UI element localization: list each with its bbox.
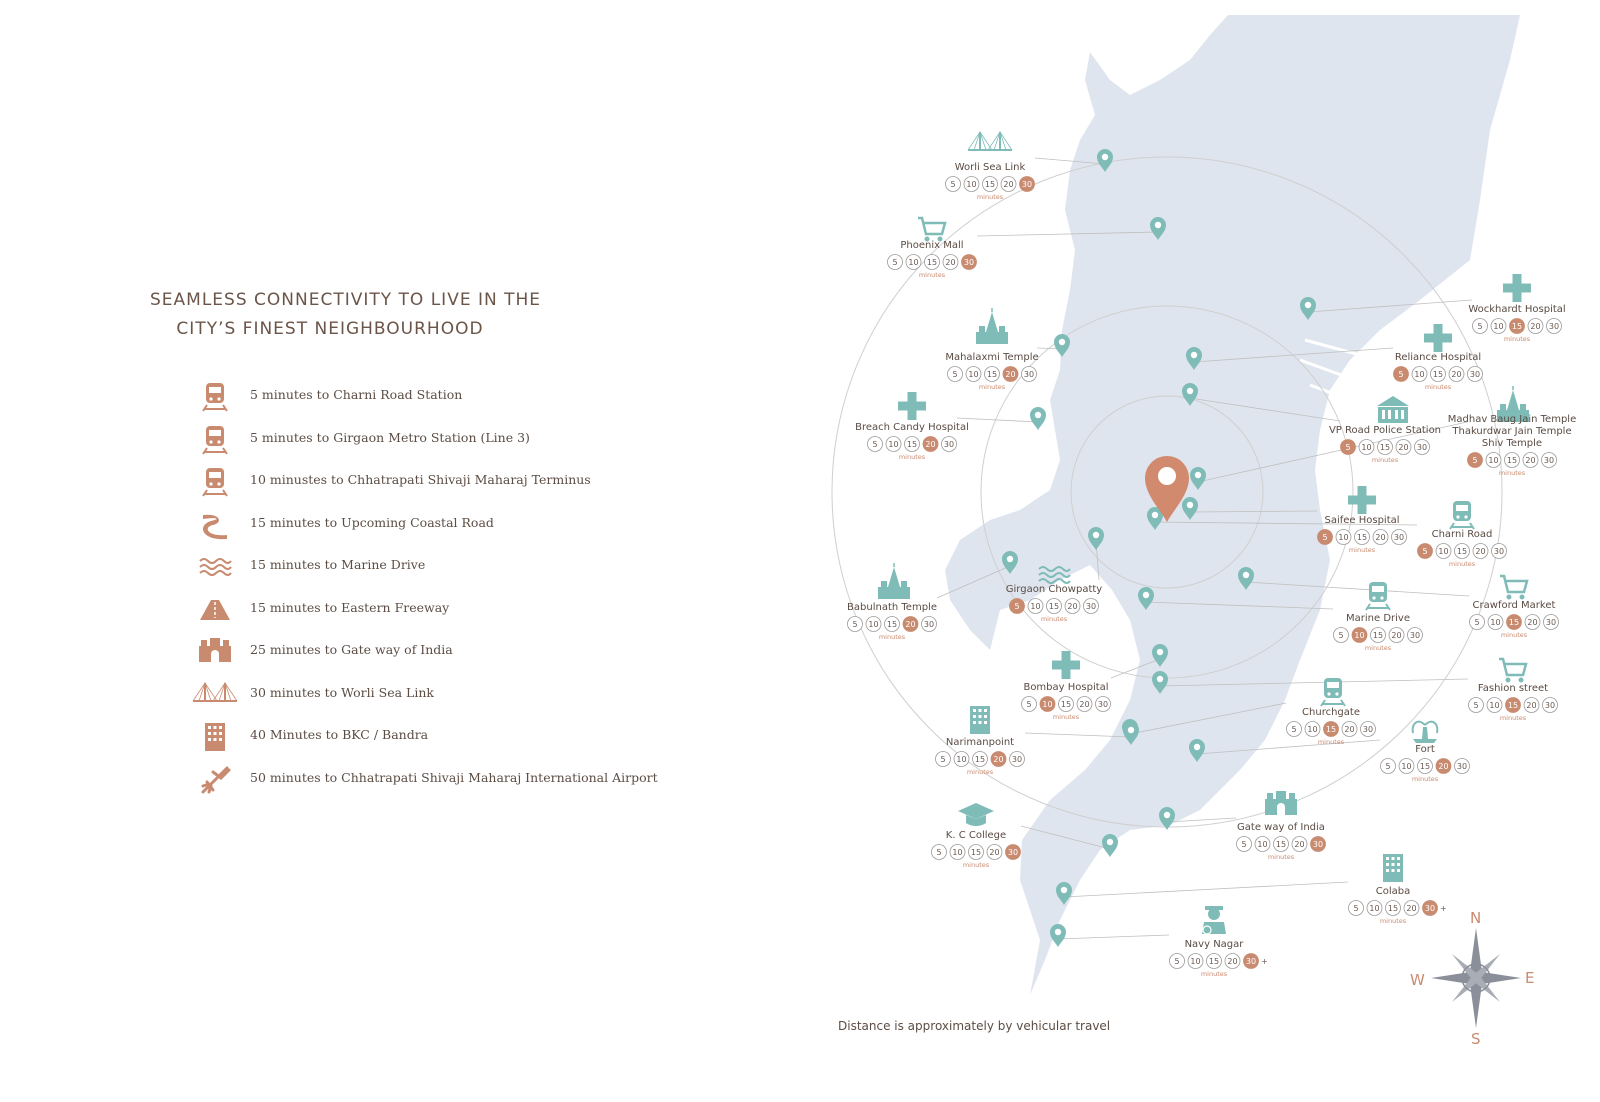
distance-value: 15 — [1325, 725, 1337, 734]
distance-value: 10 — [1030, 602, 1041, 611]
distance-value: 15 — [974, 755, 986, 764]
minutes-label: minutes — [976, 193, 1004, 201]
place-name: Madhav Baug Jain Temple Thakurdwar Jain Temple Shiv Temple — [1447, 414, 1577, 449]
place-marker — [855, 392, 969, 461]
distance-value: 30 — [1011, 755, 1023, 764]
minutes-label: minutes — [1503, 335, 1531, 343]
place-marker — [1381, 722, 1470, 783]
distance-value: 10 — [1414, 370, 1425, 379]
minutes-label: minutes — [1200, 970, 1228, 978]
title-line-1: SEAMLESS CONNECTIVITY TO LIVE IN THE — [150, 290, 542, 310]
building-icon — [1383, 854, 1403, 882]
minutes-label: minutes — [978, 383, 1006, 391]
distance-value: 20 — [1344, 725, 1355, 734]
place-marker — [1237, 791, 1326, 861]
place-marker — [1470, 576, 1559, 639]
minutes-label: minutes — [1317, 738, 1345, 746]
place-marker — [888, 218, 977, 279]
minutes-label: minutes — [1052, 713, 1080, 721]
leader-line — [1064, 882, 1348, 897]
distance-value: 20 — [1375, 533, 1386, 542]
distance-value: 15 — [970, 848, 982, 857]
place-marker — [936, 706, 1025, 776]
graduation-icon — [958, 803, 994, 826]
distance-value: 10 — [1190, 957, 1201, 966]
place-name: Breach Candy Hospital — [855, 422, 969, 433]
place-marker — [1287, 678, 1376, 746]
minutes-label: minutes — [962, 861, 990, 869]
distance-value: 10 — [1488, 456, 1499, 465]
distance-value: 15 — [1507, 701, 1519, 710]
distance-value: 5 — [952, 370, 958, 379]
distance-value: 15 — [1208, 957, 1220, 966]
distance-value: 30 — [1409, 631, 1421, 640]
place-name: Reliance Hospital — [1394, 352, 1482, 363]
cart-icon — [918, 218, 945, 242]
cross-icon — [1424, 324, 1452, 352]
location-pin-icon — [1102, 834, 1118, 857]
distance-value: 5 — [1174, 957, 1180, 966]
distance-value: 5 — [1014, 602, 1020, 611]
place-marker — [1448, 386, 1576, 477]
compass-e: E — [1525, 969, 1535, 987]
cart-icon — [1500, 576, 1527, 600]
place-marker — [1468, 274, 1565, 343]
distance-value: 10 — [1369, 904, 1380, 913]
distance-value: 30 — [1424, 904, 1436, 913]
distance-value: 10 — [868, 620, 879, 629]
minutes-label: minutes — [966, 768, 994, 776]
bridge-icon — [968, 132, 1012, 150]
distance-value: 15 — [1379, 443, 1391, 452]
place-marker — [945, 308, 1038, 391]
distance-value: 15 — [1387, 904, 1399, 913]
place-marker — [1329, 396, 1441, 464]
distance-value: 15 — [1275, 840, 1287, 849]
distance-value: 5 — [1345, 443, 1351, 452]
place-name: Colaba — [1375, 886, 1411, 897]
distance-value: 15 — [1506, 456, 1518, 465]
distance-value: 5 — [1291, 725, 1297, 734]
distance-value: 30 — [1469, 370, 1481, 379]
distance-value: 30 — [1021, 180, 1033, 189]
minutes-label: minutes — [1500, 631, 1528, 639]
distance-value: 20 — [1391, 631, 1402, 640]
distance-value: 10 — [1361, 443, 1372, 452]
legend-item-text: 15 minutes to Marine Drive — [250, 557, 426, 572]
distance-value: 20 — [989, 848, 1000, 857]
cross-icon — [898, 392, 926, 420]
place-name: Fort — [1415, 744, 1435, 755]
location-pin-icon — [1050, 924, 1066, 947]
title-line-2: CITY’S FINEST NEIGHBOURHOOD — [176, 319, 484, 339]
legend-item-text: 40 Minutes to BKC / Bandra — [250, 727, 429, 742]
land-mass — [945, 15, 1523, 995]
place-name: Wockhardt Hospital — [1468, 304, 1566, 315]
temple-icon — [878, 563, 910, 599]
distance-value: 15 — [926, 258, 938, 267]
minutes-label: minutes — [878, 633, 906, 641]
compass-s: S — [1471, 1030, 1481, 1048]
minutes-label: minutes — [1348, 546, 1376, 554]
distance-value: 20 — [1294, 840, 1305, 849]
distance-value: 20 — [993, 755, 1004, 764]
distance-value: 10 — [1438, 547, 1449, 556]
distance-value: 20 — [1067, 602, 1078, 611]
distance-value: 20 — [1525, 456, 1536, 465]
distance-value: 5 — [1474, 618, 1480, 627]
footnote: Distance is approximately by vehicular travel — [838, 1019, 1111, 1033]
distance-value: 5 — [940, 755, 946, 764]
distance-value: 5 — [1398, 370, 1404, 379]
distance-value: 20 — [1398, 443, 1409, 452]
distance-value: 10 — [888, 440, 899, 449]
minutes-label: minutes — [1267, 853, 1295, 861]
distance-value: 20 — [1530, 322, 1541, 331]
distance-value: 5 — [1026, 700, 1032, 709]
place-marker — [1418, 501, 1507, 568]
distance-value: 15 — [986, 370, 998, 379]
legend-item-text: 25 minutes to Gate way of India — [250, 642, 453, 657]
gateway-icon — [1265, 791, 1297, 815]
leader-line — [1058, 935, 1169, 939]
location-pin-icon — [1030, 407, 1046, 430]
place-name: Bombay Hospital — [1023, 682, 1109, 693]
minutes-label: minutes — [898, 453, 926, 461]
distance-value: 30 — [1362, 725, 1374, 734]
distance-value: 30 — [1245, 957, 1257, 966]
minutes-label: minutes — [1424, 383, 1452, 391]
legend-item-text: 10 minustes to Chhatrapati Shivaji Maharaj Terminus — [250, 472, 591, 487]
distance-value: 5 — [1472, 456, 1478, 465]
place-marker — [1394, 324, 1483, 391]
distance-value: 5 — [1353, 904, 1359, 913]
cross-icon — [1052, 651, 1080, 679]
minutes-label: minutes — [918, 271, 946, 279]
distance-value: 30 — [923, 620, 935, 629]
distance-value: 30 — [1393, 533, 1405, 542]
distance-value: 20 — [925, 440, 936, 449]
place-name: Gate way of India — [1237, 822, 1325, 833]
distance-value: 15 — [1048, 602, 1060, 611]
distance-value: 30 — [1543, 456, 1555, 465]
legend-item-text: 5 minutes to Girgaon Metro Station (Line 3) — [250, 429, 530, 445]
distance-value: 5 — [852, 620, 858, 629]
distance-value: 15 — [1432, 370, 1444, 379]
train-icon — [1321, 678, 1345, 706]
distance-value: 20 — [1079, 700, 1090, 709]
distance-value: 20 — [1005, 370, 1016, 379]
distance-value: 10 — [1401, 762, 1412, 771]
place-name: Narimanpoint — [945, 737, 1015, 748]
train-icon — [1366, 582, 1390, 610]
place-name: VP Road Police Station — [1328, 425, 1442, 436]
distance-value: 5 — [936, 848, 942, 857]
distance-value: 15 — [1372, 631, 1384, 640]
distance-value: 10 — [952, 848, 963, 857]
temple-icon — [976, 308, 1008, 344]
compass — [1410, 909, 1534, 1048]
distance-value: 10 — [1354, 631, 1365, 640]
place-name: Crawford Market — [1472, 600, 1556, 611]
place-name: K. C College — [945, 830, 1007, 841]
distance-value: 10 — [1338, 533, 1349, 542]
place-name: Phoenix Mall — [900, 240, 964, 251]
distance-value: 30 — [1085, 602, 1097, 611]
train-icon — [1450, 501, 1474, 529]
minutes-label: minutes — [1371, 456, 1399, 464]
legend-item-text: 50 minutes to Chhatrapati Shivaji Maharaj International Airport — [250, 769, 658, 785]
distance-value: 30 — [1544, 701, 1556, 710]
building-icon — [970, 706, 990, 734]
distance-value: 30 — [963, 258, 975, 267]
distance-value: 15 — [1419, 762, 1431, 771]
distance-value: 15 — [1456, 547, 1468, 556]
legend-item-text: 30 minutes to Worli Sea Link — [250, 684, 434, 700]
cart-icon — [1499, 659, 1526, 683]
cross-icon — [1503, 274, 1531, 302]
police-icon — [1377, 396, 1409, 423]
distance-value: 10 — [1307, 725, 1318, 734]
distance-value: 20 — [1227, 957, 1238, 966]
place-name: Fashion street — [1477, 683, 1549, 694]
distance-value: 5 — [1422, 547, 1428, 556]
place-marker — [1318, 486, 1407, 554]
distance-value: 30 — [1416, 443, 1428, 452]
distance-value: 10 — [956, 755, 967, 764]
leader-line — [957, 418, 1038, 422]
distance-value: 5 — [1473, 701, 1479, 710]
place-marker — [847, 563, 937, 641]
navy-icon — [1202, 906, 1226, 934]
place-name: Navy Nagar — [1184, 939, 1244, 950]
place-name: Girgaon Chowpatty — [1005, 584, 1103, 595]
minutes-label: minutes — [1498, 469, 1526, 477]
plus-marker: + — [1261, 957, 1268, 966]
distance-value: 30 — [1456, 762, 1468, 771]
minutes-label: minutes — [1364, 644, 1392, 652]
distance-value: 30 — [1548, 322, 1560, 331]
distance-value: 10 — [1493, 322, 1504, 331]
distance-value: 5 — [1477, 322, 1483, 331]
distance-value: 30 — [1312, 840, 1324, 849]
distance-value: 15 — [1511, 322, 1523, 331]
distance-value: 20 — [1406, 904, 1417, 913]
distance-value: 5 — [872, 440, 878, 449]
distance-value: 10 — [968, 370, 979, 379]
distance-value: 15 — [906, 440, 918, 449]
place-name: Charni Road — [1431, 529, 1493, 540]
distance-value: 15 — [984, 180, 996, 189]
distance-value: 20 — [905, 620, 916, 629]
distance-value: 20 — [1451, 370, 1462, 379]
minutes-label: minutes — [1448, 560, 1476, 568]
distance-value: 10 — [908, 258, 919, 267]
legend-item-text: 5 minutes to Charni Road Station — [250, 387, 463, 402]
distance-value: 30 — [1545, 618, 1557, 627]
distance-value: 10 — [966, 180, 977, 189]
distance-value: 20 — [945, 258, 956, 267]
distance-value: 10 — [1489, 701, 1500, 710]
distance-value: 10 — [1257, 840, 1268, 849]
distance-value: 5 — [1385, 762, 1391, 771]
place-name: Babulnath Temple — [847, 602, 937, 613]
place-marker — [1349, 854, 1447, 925]
distance-value: 30 — [943, 440, 955, 449]
distance-value: 15 — [1060, 700, 1072, 709]
distance-value: 5 — [1322, 533, 1328, 542]
distance-value: 15 — [1356, 533, 1368, 542]
place-marker — [932, 803, 1021, 869]
place-marker — [1469, 659, 1558, 722]
fountain-icon — [1413, 722, 1438, 743]
compass-w: W — [1410, 971, 1425, 989]
distance-value: 5 — [1241, 840, 1247, 849]
distance-value: 20 — [1475, 547, 1486, 556]
legend-item-text: 15 minutes to Upcoming Coastal Road — [250, 514, 494, 530]
place-name: Marine Drive — [1346, 613, 1410, 624]
minutes-label: minutes — [1411, 775, 1439, 783]
place-name: Saifee Hospital — [1324, 515, 1400, 526]
distance-value: 30 — [1097, 700, 1109, 709]
distance-value: 20 — [1526, 701, 1537, 710]
place-name: Mahalaxmi Temple — [945, 352, 1039, 363]
place-marker — [1170, 906, 1268, 978]
place-name: Churchgate — [1302, 707, 1360, 718]
place-name: Worli Sea Link — [954, 162, 1026, 173]
compass-n: N — [1470, 909, 1482, 927]
minutes-label: minutes — [1379, 917, 1407, 925]
distance-value: 5 — [892, 258, 898, 267]
distance-value: 10 — [1490, 618, 1501, 627]
distance-value: 20 — [1527, 618, 1538, 627]
distance-value: 20 — [1438, 762, 1449, 771]
legend-item-text: 15 minutes to Eastern Freeway — [250, 599, 450, 615]
distance-value: 10 — [1042, 700, 1053, 709]
distance-value: 20 — [1003, 180, 1014, 189]
place-marker — [1022, 651, 1111, 721]
distance-value: 15 — [886, 620, 898, 629]
distance-value: 5 — [1338, 631, 1344, 640]
distance-value: 30 — [1023, 370, 1035, 379]
plus-marker: + — [1440, 904, 1447, 913]
distance-value: 30 — [1493, 547, 1505, 556]
distance-value: 30 — [1007, 848, 1019, 857]
distance-value: 5 — [950, 180, 956, 189]
minutes-label: minutes — [1040, 615, 1068, 623]
minutes-label: minutes — [1499, 714, 1527, 722]
distance-value: 15 — [1508, 618, 1520, 627]
